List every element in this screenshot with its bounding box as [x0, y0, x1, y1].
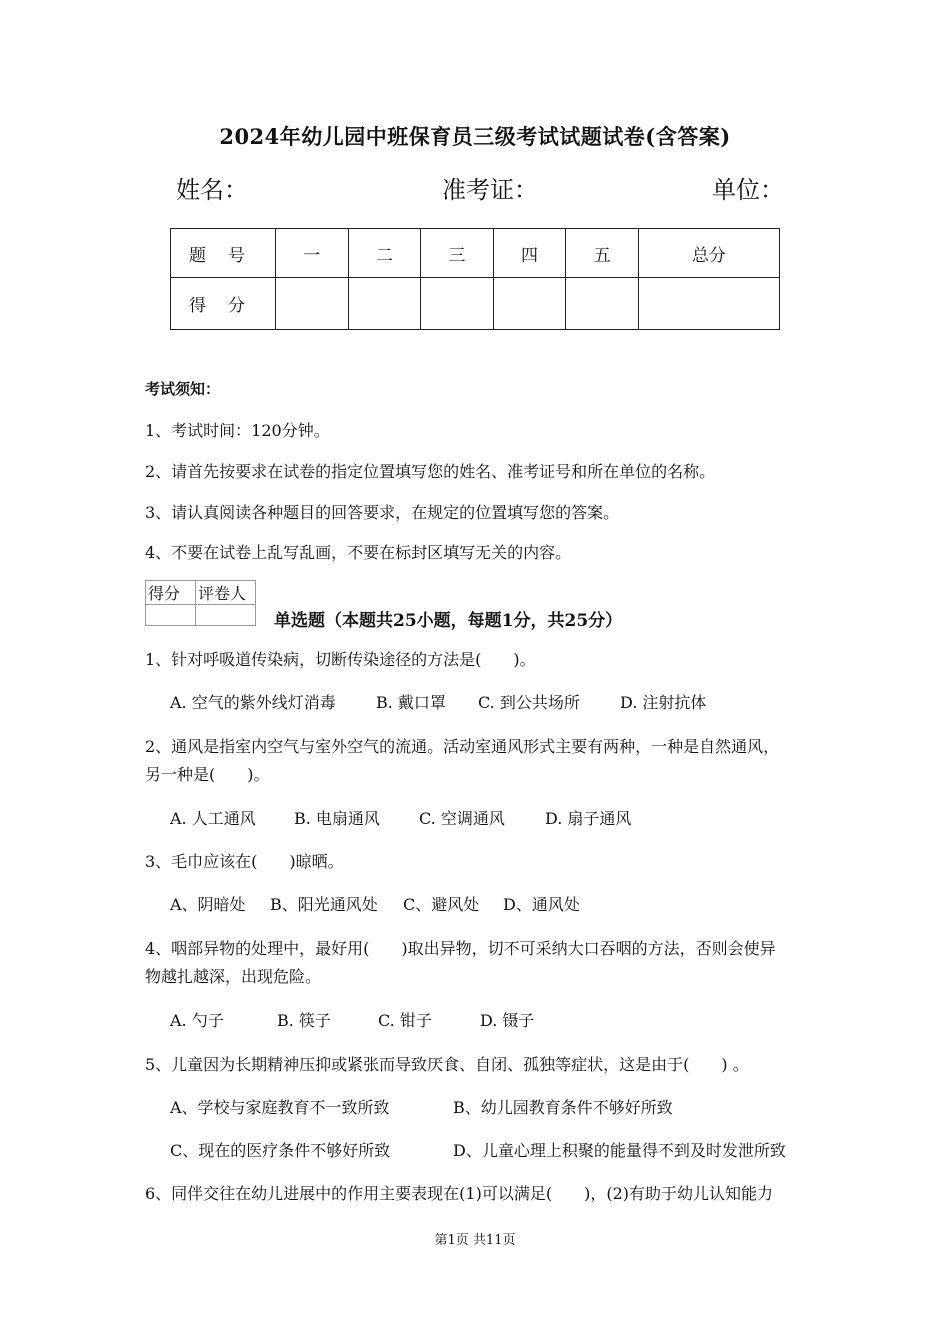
- notice-item: 2、请首先按要求在试卷的指定位置填写您的姓名、准考证号和所在单位的名称。: [145, 462, 716, 481]
- section-title: 单选题（本题共25小题，每题1分，共25分）: [274, 611, 623, 631]
- page-title: 2024年幼儿园中班保育员三级考试试题试卷(含答案): [219, 124, 731, 149]
- ticket-label: 准考证：: [442, 176, 538, 204]
- score-table-col: 五: [566, 229, 639, 278]
- question-stem: 6、同伴交往在幼儿进展中的作用主要表现在(1)可以满足( )，(2)有助于幼儿认知能力: [145, 1184, 773, 1203]
- unit-label: 单位：: [712, 176, 784, 204]
- grader-score-cell[interactable]: [146, 605, 196, 626]
- grader-table: [145, 580, 256, 626]
- score-table-header-row: [171, 229, 780, 278]
- question-stem: 1、针对呼吸道传染病，切断传染途径的方法是( )。: [145, 650, 536, 669]
- option-d: D、儿童心理上积聚的能量得不到及时发泄所致: [453, 1141, 786, 1160]
- notice-title: 考试须知：: [145, 380, 221, 398]
- notice-item: 3、请认真阅读各种题目的回答要求，在规定的位置填写您的答案。: [145, 503, 620, 522]
- grader-reviewer-cell[interactable]: [196, 605, 256, 626]
- option-c: C、现在的医疗条件不够好所致: [170, 1141, 391, 1160]
- score-table-col: 二: [348, 229, 421, 278]
- score-table-row-head: 得分: [171, 278, 276, 330]
- question-stem-cont: 物越扎越深，出现危险。: [145, 967, 322, 986]
- score-cell[interactable]: [348, 278, 421, 330]
- option-a: A. 人工通风: [170, 809, 256, 828]
- option-c: C、避风处: [403, 895, 480, 914]
- score-cell[interactable]: [421, 278, 494, 330]
- score-cell[interactable]: [566, 278, 639, 330]
- option-a: A. 勺子: [170, 1011, 224, 1030]
- name-label: 姓名：: [176, 176, 248, 204]
- question-stem: 5、儿童因为长期精神压抑或紧张而导致厌食、自闭、孤独等症状，这是由于( ) 。: [145, 1055, 749, 1074]
- score-cell[interactable]: [493, 278, 566, 330]
- option-b: B. 戴口罩: [376, 693, 446, 712]
- score-table-col: 四: [493, 229, 566, 278]
- score-cell[interactable]: [276, 278, 349, 330]
- option-b: B. 筷子: [277, 1011, 331, 1030]
- question-stem: 3、毛巾应该在( )晾晒。: [145, 852, 344, 871]
- option-d: D. 扇子通风: [545, 809, 632, 828]
- option-c: C. 钳子: [378, 1011, 432, 1030]
- score-cell[interactable]: [638, 278, 779, 330]
- option-d: D、通风处: [503, 895, 580, 914]
- score-table-col: 一: [276, 229, 349, 278]
- score-table: [170, 228, 780, 330]
- score-table-col: 总分: [638, 229, 779, 278]
- question-stem: 2、通风是指室内空气与室外空气的流通。活动室通风形式主要有两种，一种是自然通风，: [145, 737, 780, 756]
- question-stem-cont: 另一种是( )。: [145, 765, 270, 784]
- page-footer: 第1页 共11页: [434, 1233, 516, 1248]
- option-c: C. 到公共场所: [478, 693, 580, 712]
- notice-item: 1、考试时间：120分钟。: [145, 421, 330, 440]
- grader-reviewer-label: 评卷人: [196, 581, 256, 605]
- option-b: B、阳光通风处: [270, 895, 378, 914]
- option-a: A、学校与家庭教育不一致所致: [170, 1098, 390, 1117]
- option-d: D. 镊子: [480, 1011, 535, 1030]
- option-c: C. 空调通风: [419, 809, 505, 828]
- score-table-row-head: 题号: [171, 229, 276, 278]
- option-a: A. 空气的紫外线灯消毒: [170, 693, 336, 712]
- option-d: D. 注射抗体: [620, 693, 707, 712]
- option-a: A、阴暗处: [170, 895, 246, 914]
- score-table-col: 三: [421, 229, 494, 278]
- score-table-score-row: [171, 278, 780, 330]
- grader-score-label: 得分: [146, 581, 196, 605]
- notice-item: 4、不要在试卷上乱写乱画，不要在标封区填写无关的内容。: [145, 543, 572, 562]
- option-b: B. 电扇通风: [294, 809, 380, 828]
- question-stem: 4、咽部异物的处理中，最好用( )取出异物，切不可采纳大口吞咽的方法，否则会使异: [145, 939, 776, 958]
- option-b: B、幼儿园教育条件不够好所致: [453, 1098, 673, 1117]
